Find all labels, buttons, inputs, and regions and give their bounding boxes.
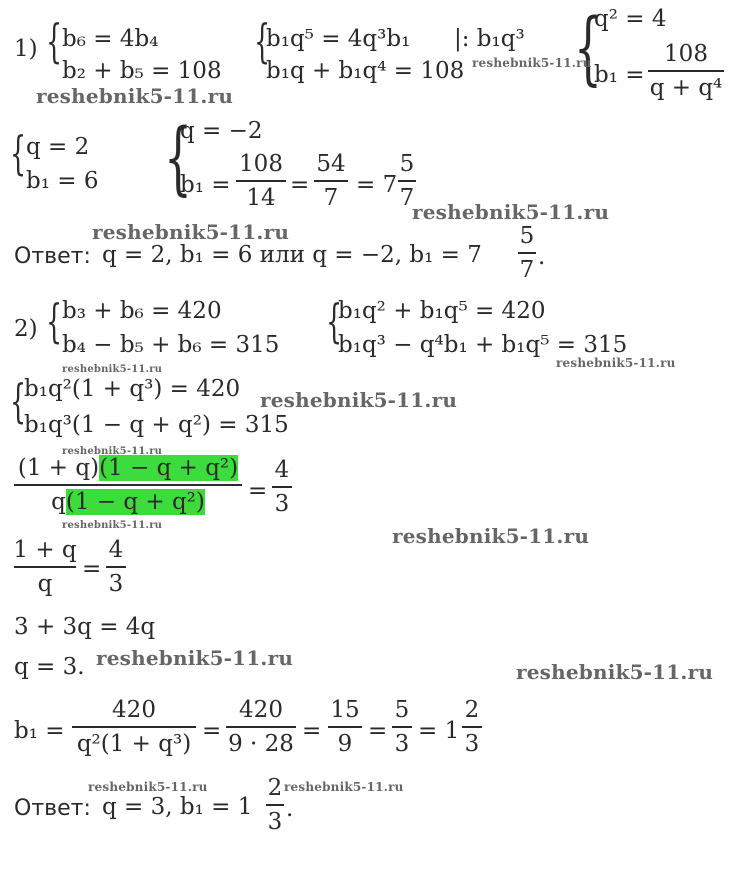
p2-answer-text: q = 3, b₁ = 1 [102, 794, 253, 820]
watermark: reshebnik5-11.ru [392, 524, 590, 548]
system-brace: { [164, 111, 192, 204]
denominator: 7 [323, 184, 339, 211]
highlighted-factor: (1 − q + q²) [99, 455, 239, 481]
numerator [18, 454, 238, 482]
denominator: q + q⁴ [649, 74, 723, 101]
fraction-bar [14, 566, 76, 568]
denominator: q [37, 570, 53, 597]
factor: (1 + q) [17, 455, 100, 481]
fraction-bar [518, 252, 536, 254]
p1-sys2-line1: b₁q⁵ = 4q³b₁ [266, 26, 411, 52]
p2-equation: 3 + 3q = 4q [14, 614, 156, 640]
equals-sign: = [248, 478, 268, 504]
p2-answer-fraction [266, 774, 284, 836]
denominator: 9 [337, 730, 353, 757]
fraction-bar [648, 70, 724, 72]
denominator: 9 · 28 [228, 730, 294, 757]
watermark: reshebnik5-11.ru [62, 520, 163, 531]
system-brace: { [326, 294, 343, 348]
equals-sign: = [202, 718, 222, 744]
denominator: q²(1 + q³) [76, 730, 192, 757]
factor: q [51, 488, 66, 515]
numerator: 108 [664, 41, 708, 67]
fraction-bar [226, 726, 296, 728]
numerator: 2 [464, 697, 480, 723]
numerator: 4 [274, 457, 290, 483]
equals-whole: = 1 [418, 718, 460, 744]
denominator: 14 [246, 184, 276, 211]
fraction-bar [14, 484, 242, 486]
p1-sys2-divisor: |: b₁q³ [454, 26, 525, 52]
p2-b1-fraction-3 [328, 696, 362, 758]
problem2-number: 2) [14, 316, 38, 342]
system-brace: { [46, 294, 63, 348]
p2-b1-fraction-4 [392, 696, 412, 758]
p1-sysA-line2: b₁ = 6 [26, 168, 99, 194]
p2-fraction-2-rhs [106, 536, 126, 598]
p2-sys2-line1: b₁q² + b₁q⁵ = 420 [338, 298, 546, 324]
p1-sys1-line2: b₂ + b₅ = 108 [62, 58, 222, 84]
numerator: 15 [330, 697, 360, 723]
watermark: reshebnik5-11.ru [472, 56, 592, 70]
fraction-bar [272, 486, 292, 488]
p1-sysB-fraction-1 [236, 150, 286, 212]
p2-b1-fraction-1 [72, 696, 196, 758]
watermark: reshebnik5-11.ru [412, 200, 610, 224]
system-brace: { [46, 14, 63, 68]
watermark: reshebnik5-11.ru [88, 780, 208, 794]
p1-sys3-b1: b₁ = [594, 62, 645, 88]
numerator: 420 [239, 697, 283, 723]
equals-sign: = [82, 556, 102, 582]
system-brace: { [254, 14, 271, 68]
fraction-bar [392, 726, 412, 728]
p1-answer-fraction [518, 222, 536, 284]
numerator: 1 + q [13, 537, 77, 563]
fraction-bar [266, 804, 284, 806]
p1-sysB-fraction-2 [314, 150, 348, 212]
p1-answer-label: Ответ: [14, 244, 91, 269]
problem1-number: 1) [14, 36, 38, 62]
numerator: 5 [519, 223, 535, 249]
equals-sign: = [302, 718, 322, 744]
equals-sign: = [368, 718, 388, 744]
p2-sys2-line2: b₁q³ − q⁴b₁ + b₁q⁵ = 315 [338, 332, 628, 358]
period: . [538, 244, 546, 270]
watermark: reshebnik5-11.ru [556, 356, 676, 370]
numerator: 54 [316, 151, 346, 177]
denominator: 3 [464, 730, 480, 757]
denominator [51, 488, 205, 516]
p1-sys1-line1: b₆ = 4b₄ [62, 26, 159, 52]
watermark: reshebnik5-11.ru [62, 446, 163, 457]
p2-sys3-line2: b₁q³(1 − q + q²) = 315 [24, 412, 289, 438]
watermark: reshebnik5-11.ru [96, 646, 294, 670]
p2-fraction-1 [14, 454, 242, 516]
p2-fraction-2 [14, 536, 76, 598]
watermark: reshebnik5-11.ru [36, 84, 234, 108]
p1-sysA-line1: q = 2 [26, 134, 90, 160]
period: . [286, 796, 294, 822]
numerator: 108 [239, 151, 283, 177]
watermark: reshebnik5-11.ru [516, 660, 714, 684]
p2-q-value: q = 3. [14, 654, 85, 680]
fraction-bar [72, 726, 196, 728]
system-brace: { [10, 126, 27, 180]
system-brace: { [10, 374, 27, 428]
p1-sysB-line1: q = −2 [180, 118, 263, 144]
equals-whole: = 7 [356, 172, 398, 198]
numerator: 5 [394, 697, 410, 723]
denominator: 3 [394, 730, 410, 757]
numerator: 4 [108, 537, 124, 563]
fraction-bar [398, 180, 416, 182]
denominator: 3 [108, 570, 124, 597]
watermark: reshebnik5-11.ru [92, 220, 290, 244]
numerator: 5 [399, 151, 415, 177]
watermark: reshebnik5-11.ru [62, 364, 163, 375]
denominator: 3 [267, 808, 283, 835]
numerator: 2 [267, 775, 283, 801]
fraction-bar [462, 726, 482, 728]
p2-sys3-line1: b₁q²(1 + q³) = 420 [24, 376, 241, 402]
fraction-bar [236, 180, 286, 182]
p1-sys3-line1: q² = 4 [594, 6, 667, 32]
p2-fraction-1-rhs [272, 456, 292, 518]
p2-sys1-line2: b₄ − b₅ + b₆ = 315 [62, 332, 280, 358]
watermark: reshebnik5-11.ru [260, 388, 458, 412]
system-brace: { [574, 1, 602, 94]
denominator: 3 [274, 490, 290, 517]
watermark: reshebnik5-11.ru [284, 780, 404, 794]
p2-b1-fraction-2 [226, 696, 296, 758]
p1-sysB-b1: b₁ = [180, 172, 231, 198]
p2-b1-fraction-5 [462, 696, 482, 758]
denominator: 7 [519, 256, 535, 283]
fraction-bar [328, 726, 362, 728]
p1-sys3-fraction [648, 40, 724, 102]
fraction-bar [106, 566, 126, 568]
p2-sys1-line1: b₃ + b₆ = 420 [62, 298, 222, 324]
denominator: 7 [399, 184, 415, 211]
numerator: 420 [112, 697, 156, 723]
p2-b1-label: b₁ = [14, 718, 65, 744]
fraction-bar [314, 180, 348, 182]
p1-answer-text: q = 2, b₁ = 6 или q = −2, b₁ = 7 [102, 242, 482, 268]
p2-answer-label: Ответ: [14, 796, 91, 821]
highlighted-factor: (1 − q + q²) [65, 488, 205, 515]
equals-sign: = [290, 172, 310, 198]
p1-sys2-line2: b₁q + b₁q⁴ = 108 [266, 58, 465, 84]
